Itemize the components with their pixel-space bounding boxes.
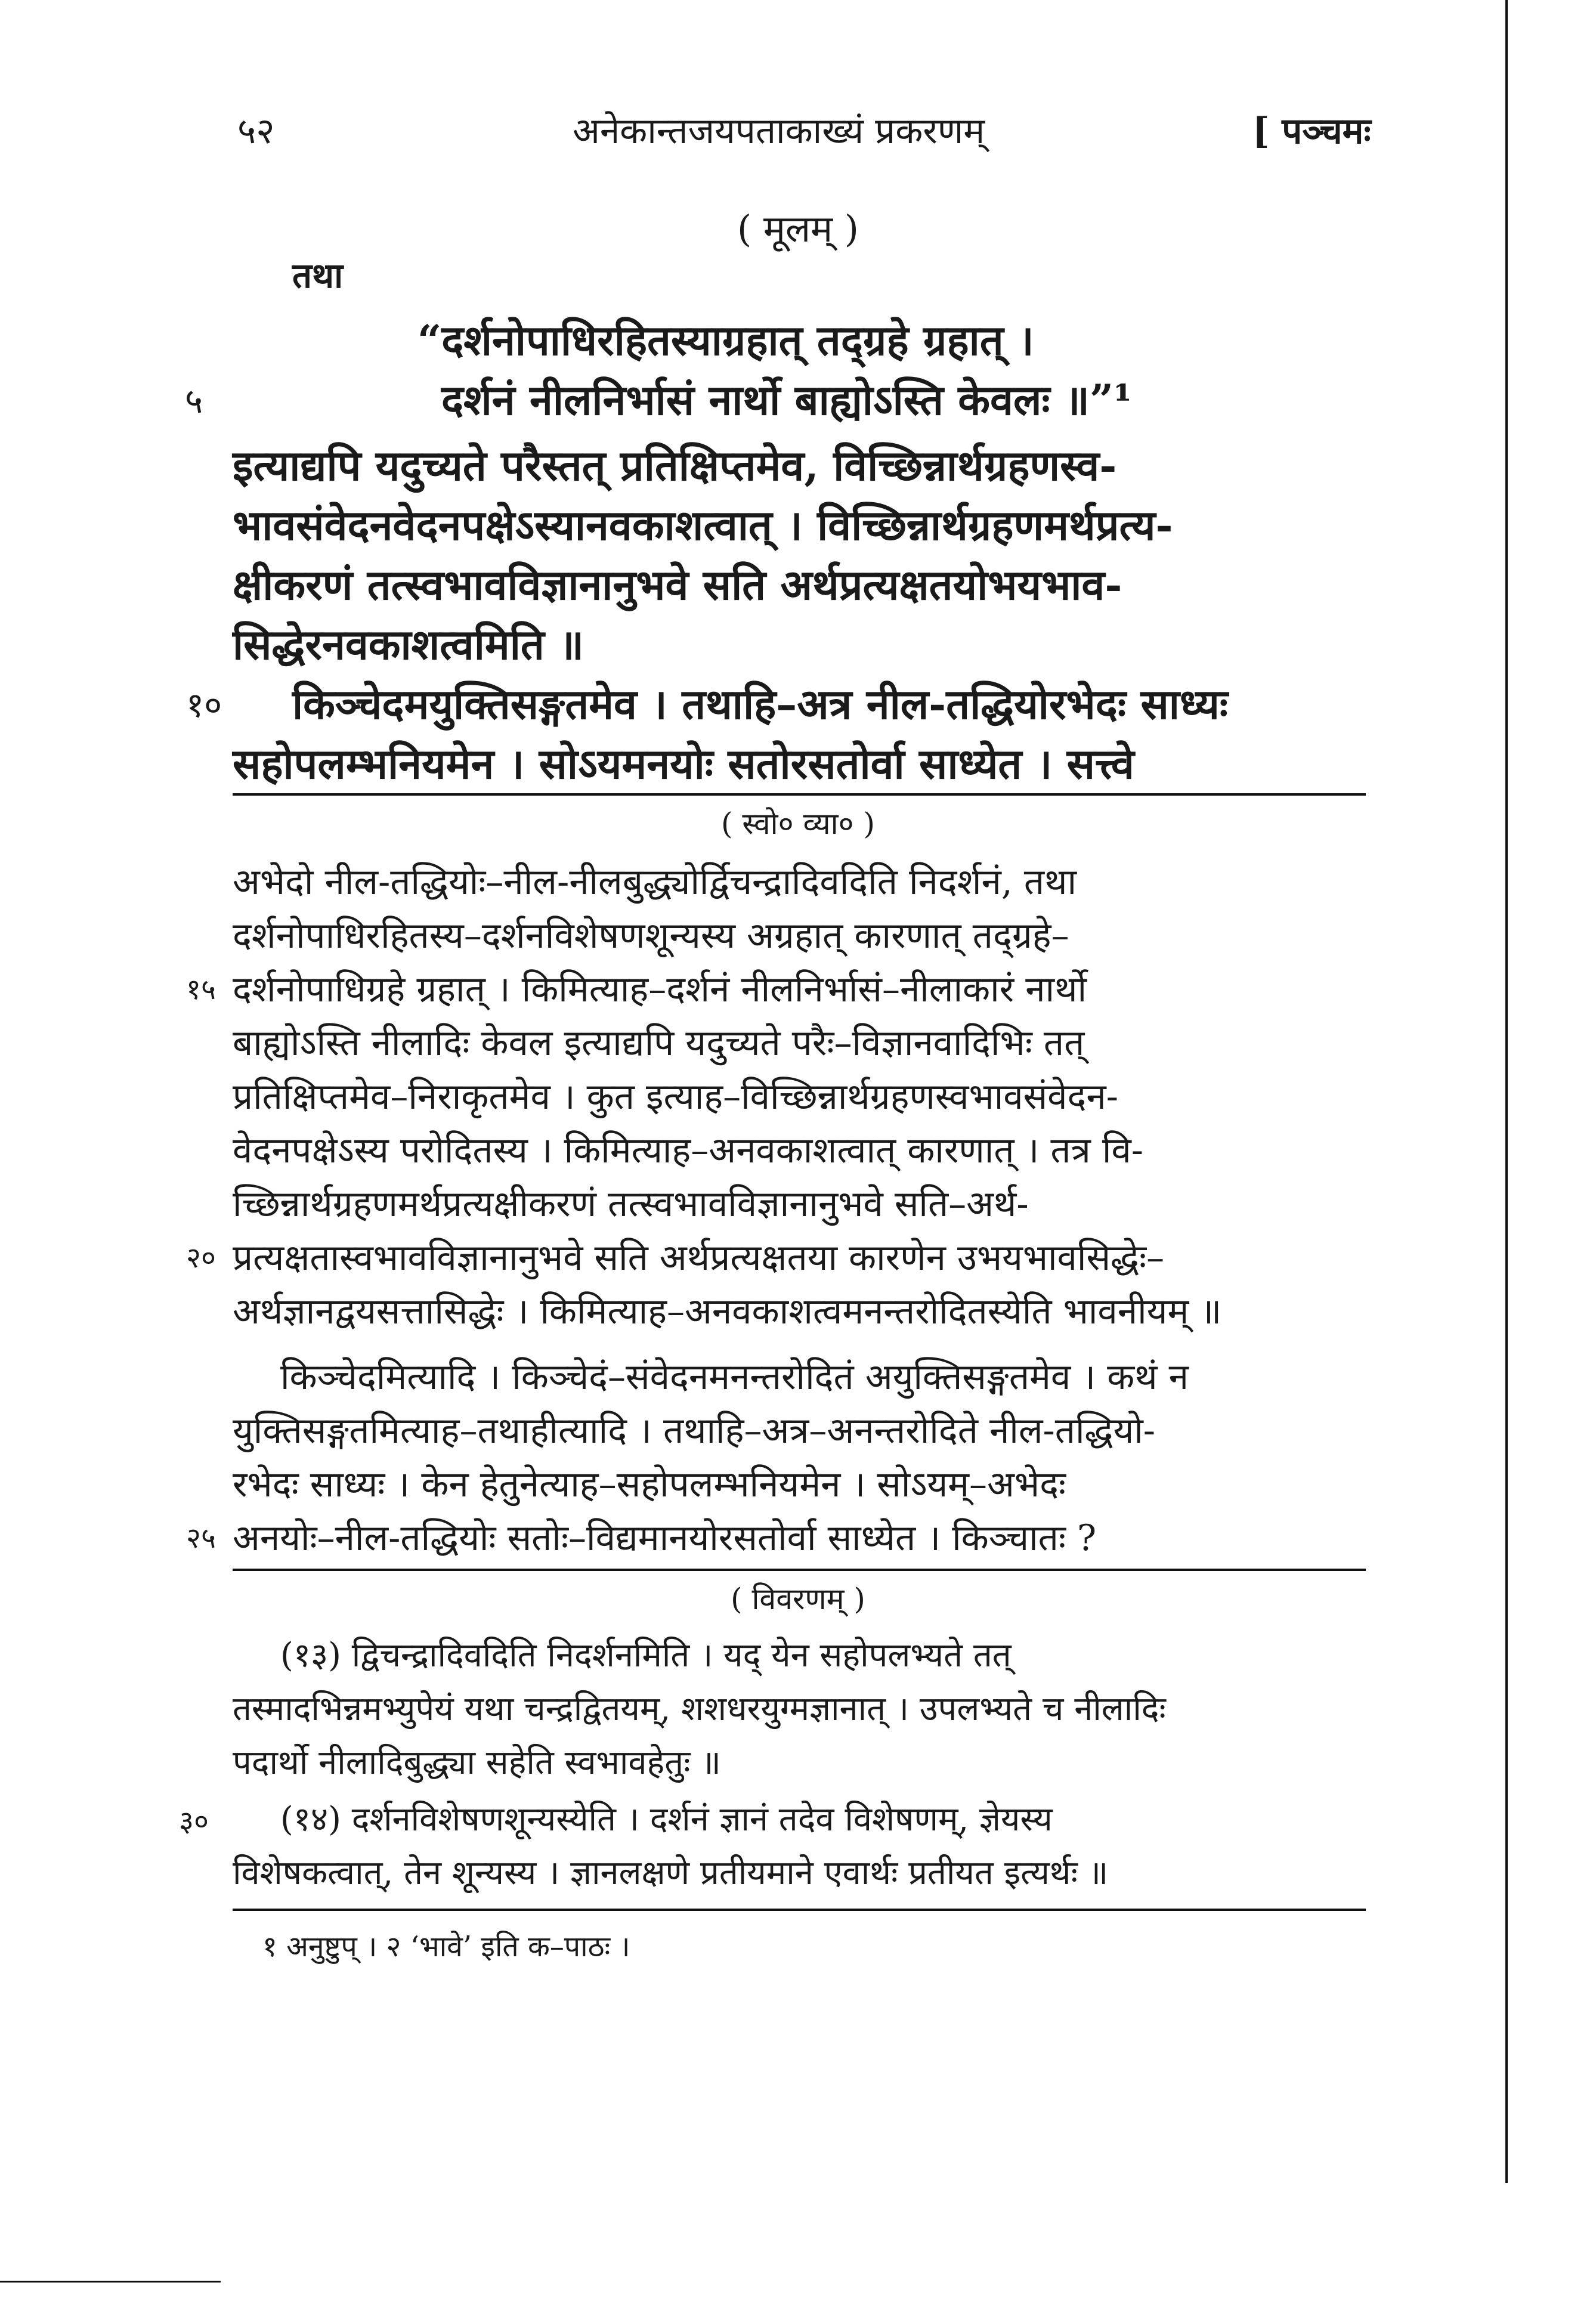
mula-line: क्षीकरणं तत्स्वभावविज्ञानानुभवे सति अर्थप्रत्यक्षतयोभयभाव-: [233, 560, 1122, 610]
chapter-label: [ पञ्चमः: [1252, 110, 1371, 152]
mula-line: इत्याद्यपि यदुच्यते परैस्तत् प्रतिक्षिप्तमेव, विच्छिन्नार्थग्रहणस्व-: [233, 441, 1117, 490]
commentary-line: रभेदः साध्यः । केन हेतुनेत्याह–सहोपलम्भनियमेन । सोऽयम्–अभेदः: [233, 1464, 1066, 1505]
vivarana-line: पदार्थो नीलादिबुद्ध्या सहेति स्वभावहेतुः ॥: [233, 1743, 721, 1782]
mula-line: सहोपलम्भनियमेन । सोऽयमनयोः सतोरसतोर्वा साध्येत । सत्त्वे: [233, 739, 1134, 788]
commentary-line: च्छिन्नार्थग्रहणमर्थप्रत्यक्षीकरणं तत्स्वभावविज्ञानानुभवे सति–अर्थ-: [233, 1183, 1029, 1225]
line-number-30: ३०: [179, 1805, 209, 1838]
mula-intro: तथा: [292, 255, 344, 296]
section-divider: [233, 1569, 1366, 1571]
line-number-5: ५: [185, 381, 203, 421]
mula-line: किञ्चेदमयुक्तिसङ्गतमेव । तथाहि–अत्र नील-तद्धियोरभेदः साध्यः: [292, 679, 1228, 729]
section-divider: [233, 793, 1366, 796]
mula-heading: ( मूलम् ): [737, 207, 859, 250]
commentary-line: युक्तिसङ्गतमित्याह–तथाहीत्यादि । तथाहि–अत्र–अनन्तरोदिते नील-तद्धियो-: [233, 1410, 1156, 1452]
footnote-divider: [233, 1909, 1366, 1911]
right-border-line: [1505, 0, 1508, 2183]
commentary-line: प्रत्यक्षतास्वभावविज्ञानानुभवे सति अर्थप्रत्यक्षतया कारणेन उभयभावसिद्धेः–: [233, 1237, 1165, 1279]
commentary-line: किञ्चेदमित्यादि । किञ्चेदं–संवेदनमनन्तरोदितं अयुक्तिसङ्गतमेव । कथं न: [280, 1356, 1189, 1398]
commentary-line: अभेदो नील-तद्धियोः–नील-नीलबुद्ध्योर्द्विचन्द्रादिवदिति निदर्शनं, तथा: [233, 861, 1077, 903]
vivarana-line: (१३) द्विचन्द्रादिवदिति निदर्शनमिति । यद् येन सहोपलभ्यते तत्: [280, 1636, 1012, 1675]
line-number-20: २०: [186, 1241, 216, 1275]
commentary-line: अनयोः–नील-तद्धियोः सतोः–विद्यमानयोरसतोर्वा साध्येत । किञ्चातः ?: [233, 1517, 1097, 1559]
verse-line-1: “दर्शनोपाधिरहितस्याग्रहात् तद्ग्रहे ग्रहात् ।: [417, 316, 1034, 365]
vivarana-line: तस्मादभिन्नमभ्युपेयं यथा चन्द्रद्वितयम्, शशधरयुग्मज्ञानात् । उपलभ्यते च नीलादिः: [233, 1690, 1166, 1728]
verse-line-2: दर्शनं नीलनिर्भासं नार्थो बाह्योऽस्ति केवलः ॥”¹: [441, 375, 1132, 425]
commentary-line: दर्शनोपाधिरहितस्य–दर्शनविशेषणशून्यस्य अग्रहात् कारणात् तद्ग्रहे–: [233, 915, 1069, 957]
vivarana-line: विशेषकत्वात्, तेन शून्यस्य । ज्ञानलक्षणे प्रतीयमाने एवार्थः प्रतीयत इत्यर्थः ॥: [233, 1854, 1109, 1892]
running-title: अनेकान्तजयपताकाख्यं प्रकरणम्: [573, 110, 985, 152]
line-number-15: १५: [186, 973, 216, 1006]
vivarana-heading: ( विवरणम् ): [731, 1582, 865, 1616]
commentary-line: प्रतिक्षिप्तमेव–निराकृतमेव । कुत इत्याह–विच्छिन्नार्थग्रहणस्वभावसंवेदन-: [233, 1076, 1118, 1118]
footnote: १ अनुष्टुप् । २ ‘भावे’ इति क–पाठः ।: [262, 1930, 630, 1963]
bottom-left-rule: [0, 2281, 221, 2283]
commentary-line: अर्थज्ञानद्वयसत्तासिद्धेः । किमित्याह–अनवकाशत्वमनन्तरोदितस्येति भावनीयम् ॥: [233, 1291, 1222, 1332]
commentary-line: बाह्योऽस्ति नीलादिः केवल इत्याद्यपि यदुच्यते परैः–विज्ञानवादिभिः तत्: [233, 1022, 1085, 1064]
vivarana-line: (१४) दर्शनविशेषणशून्यस्येति । दर्शनं ज्ञानं तदेव विशेषणम्, ज्ञेयस्य: [280, 1800, 1053, 1839]
commentary-line: वेदनपक्षेऽस्य परोदितस्य । किमित्याह–अनवकाशत्वात् कारणात् । तत्र वि-: [233, 1130, 1143, 1171]
mula-line: भावसंवेदनवेदनपक्षेऽस्यानवकाशत्वात् । विच्छिन्नार्थग्रहणमर्थप्रत्य-: [233, 500, 1173, 550]
commentary-heading: ( स्वो० व्या० ): [721, 806, 875, 841]
commentary-line: दर्शनोपाधिग्रहे ग्रहात् । किमित्याह–दर्शनं नीलनिर्भासं–नीलाकारं नार्थो: [233, 969, 1087, 1010]
line-number-25: २५: [186, 1521, 216, 1555]
line-number-10: १०: [186, 685, 222, 725]
page-number: ५२: [237, 110, 275, 152]
mula-line: सिद्धेरनवकाशत्वमिति ॥: [233, 620, 584, 669]
